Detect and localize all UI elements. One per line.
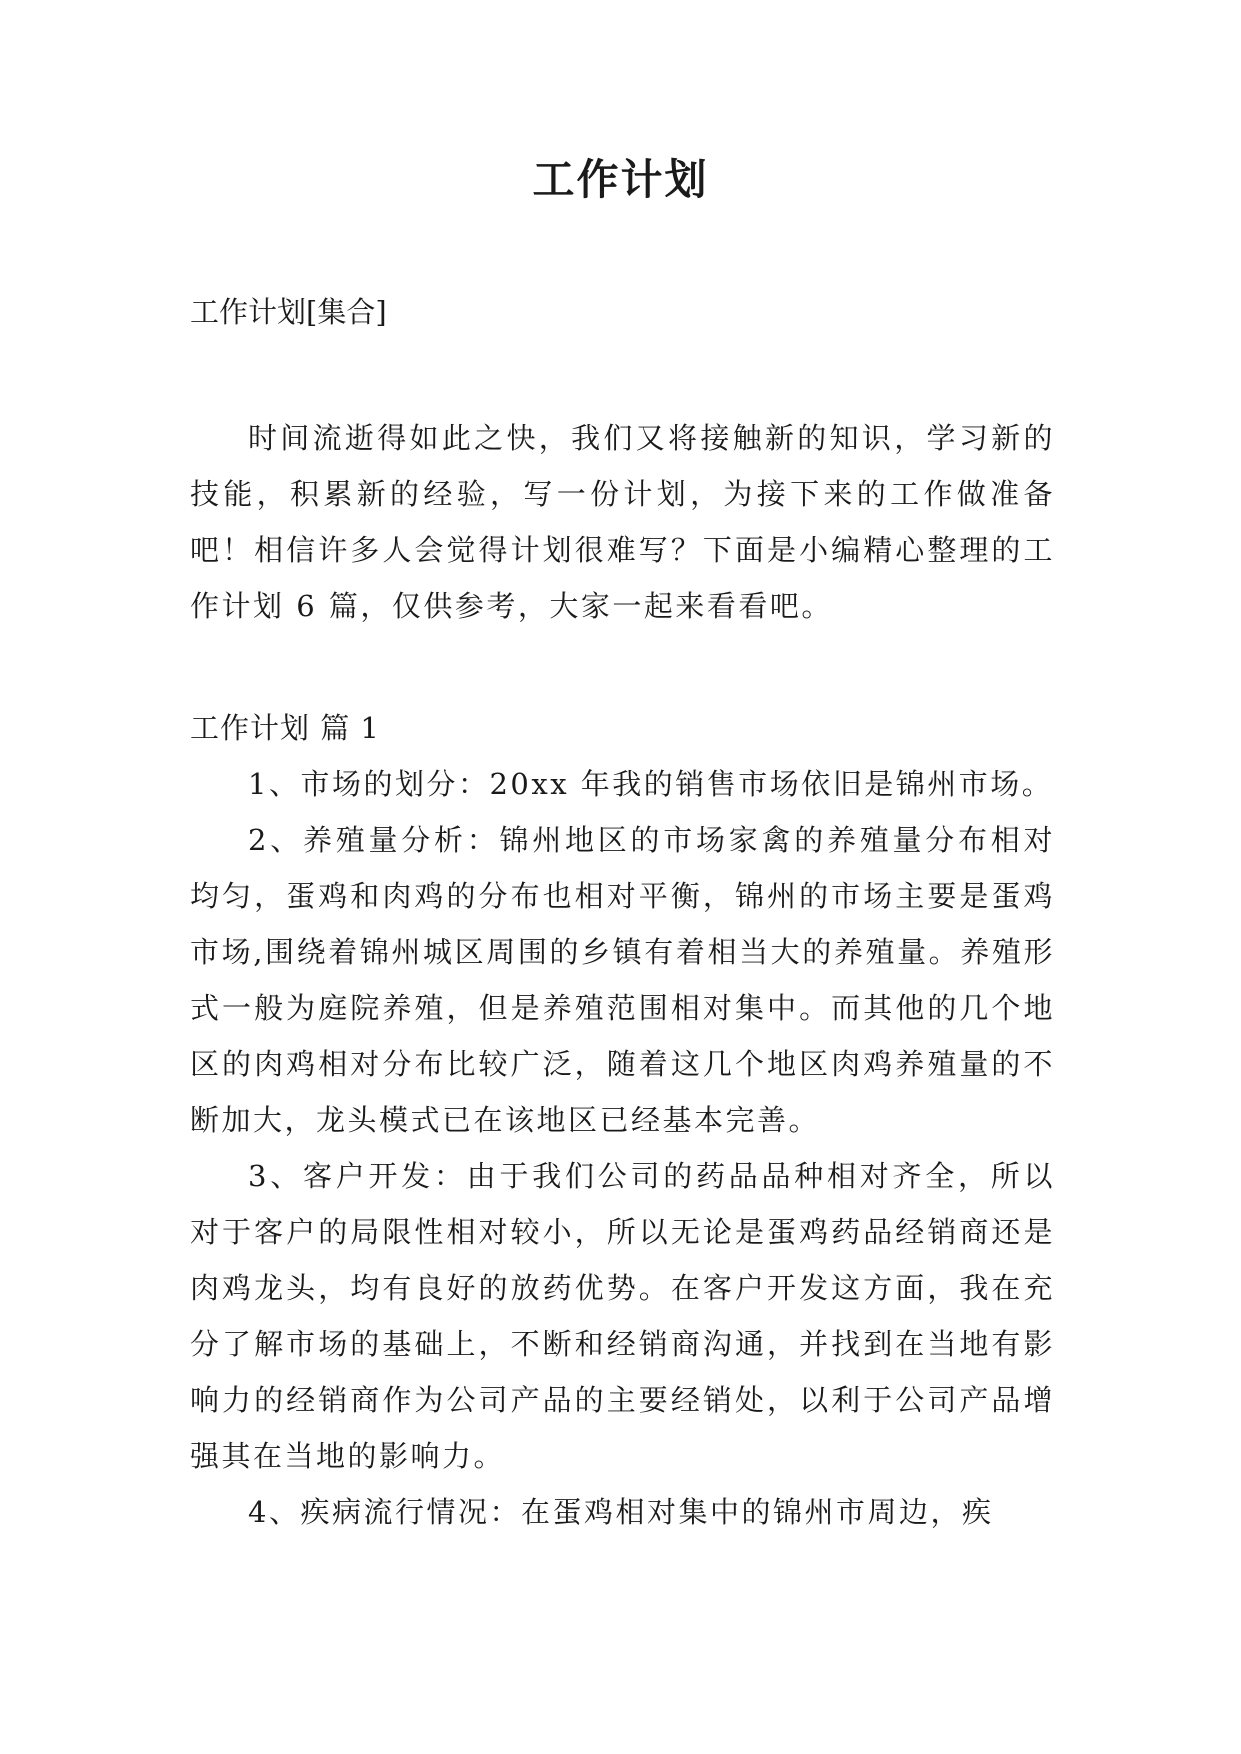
document-subtitle: 工作计划[集合] [190, 295, 387, 329]
paragraph-1: 1、市场的划分：20xx 年我的销售市场依旧是锦州市场。 [248, 767, 1054, 801]
intro-paragraph: 时间流逝得如此之快，我们又将接触新的知识，学习新的技能，积累新的经验，写一份计划，为接下来的工作做准备吧！相信许多人会觉得计划很难写？下面是小编精心整理的工作计划 6 篇，仅供参考，大家一起来看看吧。 [190, 421, 1055, 623]
section-heading: 工作计划 篇 1 [190, 711, 380, 745]
document-title: 工作计划 [532, 155, 709, 204]
paragraph-3: 3、客户开发：由于我们公司的药品品种相对齐全，所以对于客户的局限性相对较小，所以无论是蛋鸡药品经销商还是肉鸡龙头，均有良好的放药优势。在客户开发这方面，我在充分了解市场的基础上，不断和经销商沟通，并找到在当地有影响力的经销商作为公司产品的主要经销处，以利于公司产品增强其在当地的影响力。 [190, 1159, 1055, 1473]
paragraph-2: 2、养殖量分析：锦州地区的市场家禽的养殖量分布相对均匀，蛋鸡和肉鸡的分布也相对平衡，锦州的市场主要是蛋鸡市场,围绕着锦州城区周围的乡镇有着相当大的养殖量。养殖形式一般为庭院养殖，但是养殖范围相对集中。而其他的几个地区的肉鸡相对分布比较广泛，随着这几个地区肉鸡养殖量的不断加大，龙头模式已在该地区已经基本完善。 [190, 823, 1055, 1137]
document-body [190, 410, 1055, 1540]
paragraph-4: 4、疾病流行情况：在蛋鸡相对集中的锦州市周边，疾 [248, 1495, 994, 1529]
